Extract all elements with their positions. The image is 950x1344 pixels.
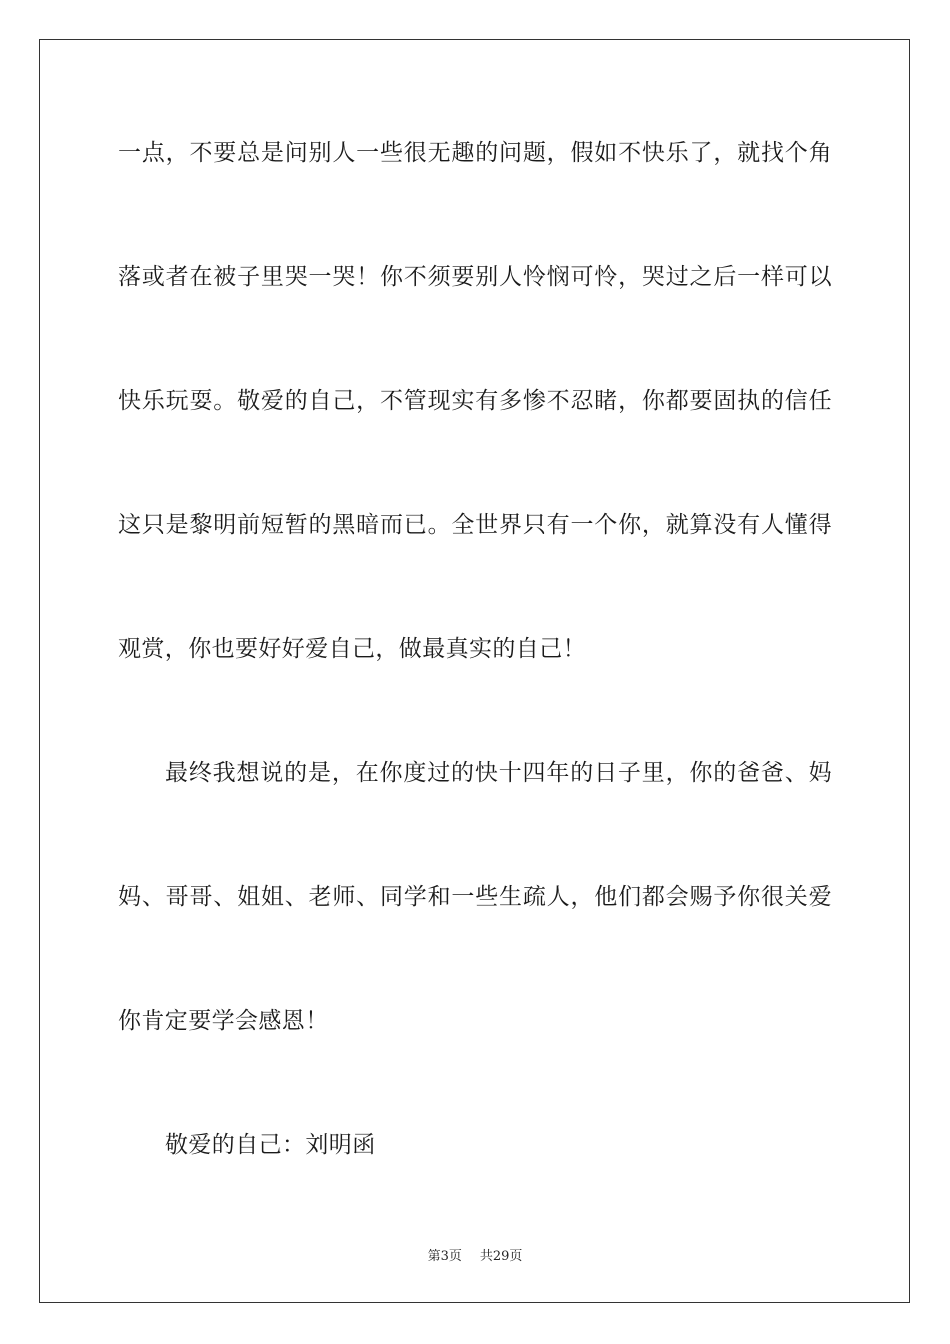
text-line-1: 一点，不要总是问别人一些很无趣的问题，假如不快乐了，就找个角 bbox=[118, 140, 832, 166]
page-number: 第3页 bbox=[427, 1249, 462, 1264]
signature-line: 敬爱的自己：刘明函 bbox=[165, 1132, 376, 1158]
text-line-2: 落或者在被子里哭一哭！你不须要别人怜悯可怜，哭过之后一样可以 bbox=[118, 264, 832, 290]
text-line-8: 你肯定要学会感恩！ bbox=[118, 1008, 329, 1034]
page-footer bbox=[0, 1249, 950, 1265]
text-line-3: 快乐玩耍。敬爱的自己，不管现实有多惨不忍睹，你都要固执的信任 bbox=[118, 388, 832, 414]
paragraph-start-line: 最终我想说的是，在你度过的快十四年的日子里，你的爸爸、妈 bbox=[165, 760, 832, 786]
page-border bbox=[39, 39, 910, 1303]
page-total: 共29页 bbox=[479, 1249, 523, 1264]
text-line-5: 观赏，你也要好好爱自己，做最真实的自己！ bbox=[118, 636, 586, 662]
text-line-7: 妈、哥哥、姐姐、老师、同学和一些生疏人，他们都会赐予你很关爱 bbox=[118, 884, 832, 910]
text-line-4: 这只是黎明前短暂的黑暗而已。全世界只有一个你，就算没有人懂得 bbox=[118, 512, 832, 538]
